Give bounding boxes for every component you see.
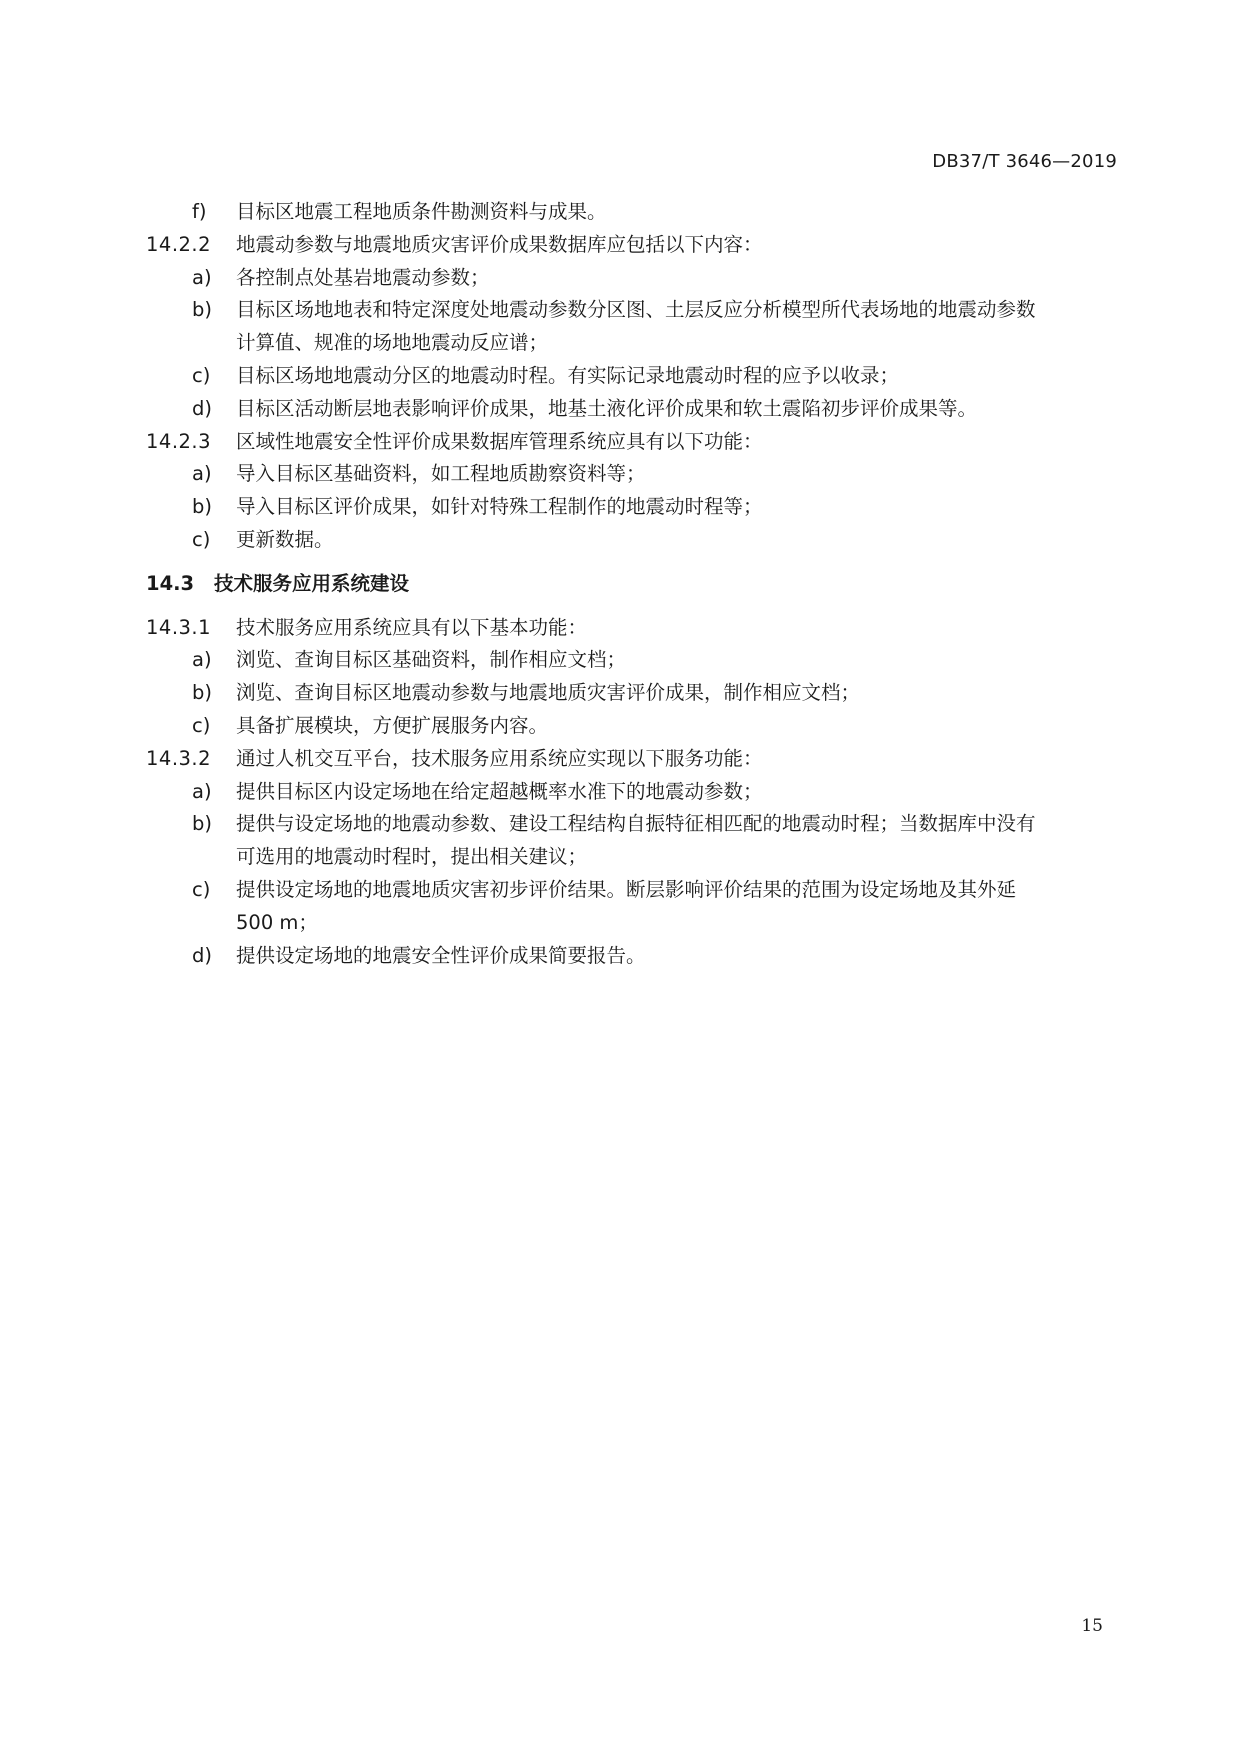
clause-14-2-2 [146,229,1126,262]
list-item-text: 浏览、查询目标区基础资料，制作相应文档； [236,648,627,672]
list-item-text: 浏览、查询目标区地震动参数与地震地质灾害评价成果，制作相应文档； [236,681,861,705]
list-item-text: 提供设定场地的地震地质灾害初步评价结果。断层影响评价结果的范围为设定场地及其外延 [236,877,1017,901]
list-marker: c) [192,363,211,387]
page-number: 15 [1081,1616,1103,1636]
list-item-text: 提供与设定场地的地震动参数、建设工程结构自振特征相匹配的地震动时程；当数据库中没有 [236,812,1036,836]
clause-14-2-3 [146,426,1126,459]
list-marker: a) [192,462,212,486]
list-marker: d) [192,396,212,420]
list-item-text: 目标区场地地表和特定深度处地震动参数分区图、土层反应分析模型所代表场地的地震动参数 [236,298,1036,322]
list-item-continuation: 可选用的地震动时程时，提出相关建议； [236,845,588,869]
list-item [146,491,1126,524]
list-marker: c) [192,713,211,737]
list-item-continuation: 计算值、规准的场地地震动反应谱； [236,331,549,355]
clause-number: 14.2.2 [146,232,212,256]
list-item-text: 导入目标区基础资料，如工程地质勘察资料等； [236,462,646,486]
section-title: 技术服务应用系统建设 [214,571,410,595]
list-item [146,808,1126,841]
clause-number: 14.3.1 [146,615,212,639]
list-item-continuation: 500 m； [236,910,318,934]
list-item-text: 具备扩展模块，方便扩展服务内容。 [236,713,549,737]
list-marker: b) [192,298,212,322]
list-item-text: 导入目标区评价成果，如针对特殊工程制作的地震动时程等； [236,495,763,519]
list-marker: f) [192,200,207,223]
clause-14-3-1 [146,612,1126,645]
document-body [146,196,1126,972]
list-item-text: 提供目标区内设定场地在给定超越概率水准下的地震动参数； [236,779,763,803]
clause-number: 14.2.3 [146,429,212,453]
list-item [146,294,1126,327]
clause-text: 地震动参数与地震地质灾害评价成果数据库应包括以下内容： [236,232,763,256]
document-code: DB37/T 3646—2019 [932,151,1117,172]
list-item-text: 目标区场地地震动分区的地震动时程。有实际记录地震动时程的应予以收录； [236,363,900,387]
list-item [146,644,1126,677]
clause-text: 通过人机交互平台，技术服务应用系统应实现以下服务功能： [236,746,763,770]
clause-text: 技术服务应用系统应具有以下基本功能： [236,615,588,639]
list-item-text: 各控制点处基岩地震动参数； [236,265,490,289]
list-item-text: 目标区活动断层地表影响评价成果，地基土液化评价成果和软土震陷初步评价成果等。 [236,396,978,420]
list-item [146,874,1126,907]
list-marker: c) [192,527,211,551]
list-marker: a) [192,265,212,289]
clause-14-3-2 [146,743,1126,776]
list-item [146,196,1126,229]
list-marker: b) [192,681,212,705]
list-item [146,458,1126,491]
list-marker: c) [192,877,211,901]
list-marker: b) [192,812,212,836]
section-heading-14-3 [146,568,1126,601]
list-item [146,262,1126,295]
list-item-text: 更新数据。 [236,527,334,551]
list-item [146,360,1126,393]
list-item [146,710,1126,743]
list-marker: d) [192,943,212,967]
list-marker: b) [192,495,212,519]
list-item [146,776,1126,809]
clause-number: 14.3.2 [146,746,212,770]
list-item [146,393,1126,426]
list-marker: a) [192,779,212,803]
clause-text: 区域性地震安全性评价成果数据库管理系统应具有以下功能： [236,429,763,453]
list-item-text: 目标区地震工程地质条件勘测资料与成果。 [236,200,607,223]
list-marker: a) [192,648,212,672]
list-item [146,940,1126,973]
list-item [146,524,1126,557]
list-item [146,677,1126,710]
section-number: 14.3 [146,571,195,595]
list-item-text: 提供设定场地的地震安全性评价成果简要报告。 [236,943,646,967]
